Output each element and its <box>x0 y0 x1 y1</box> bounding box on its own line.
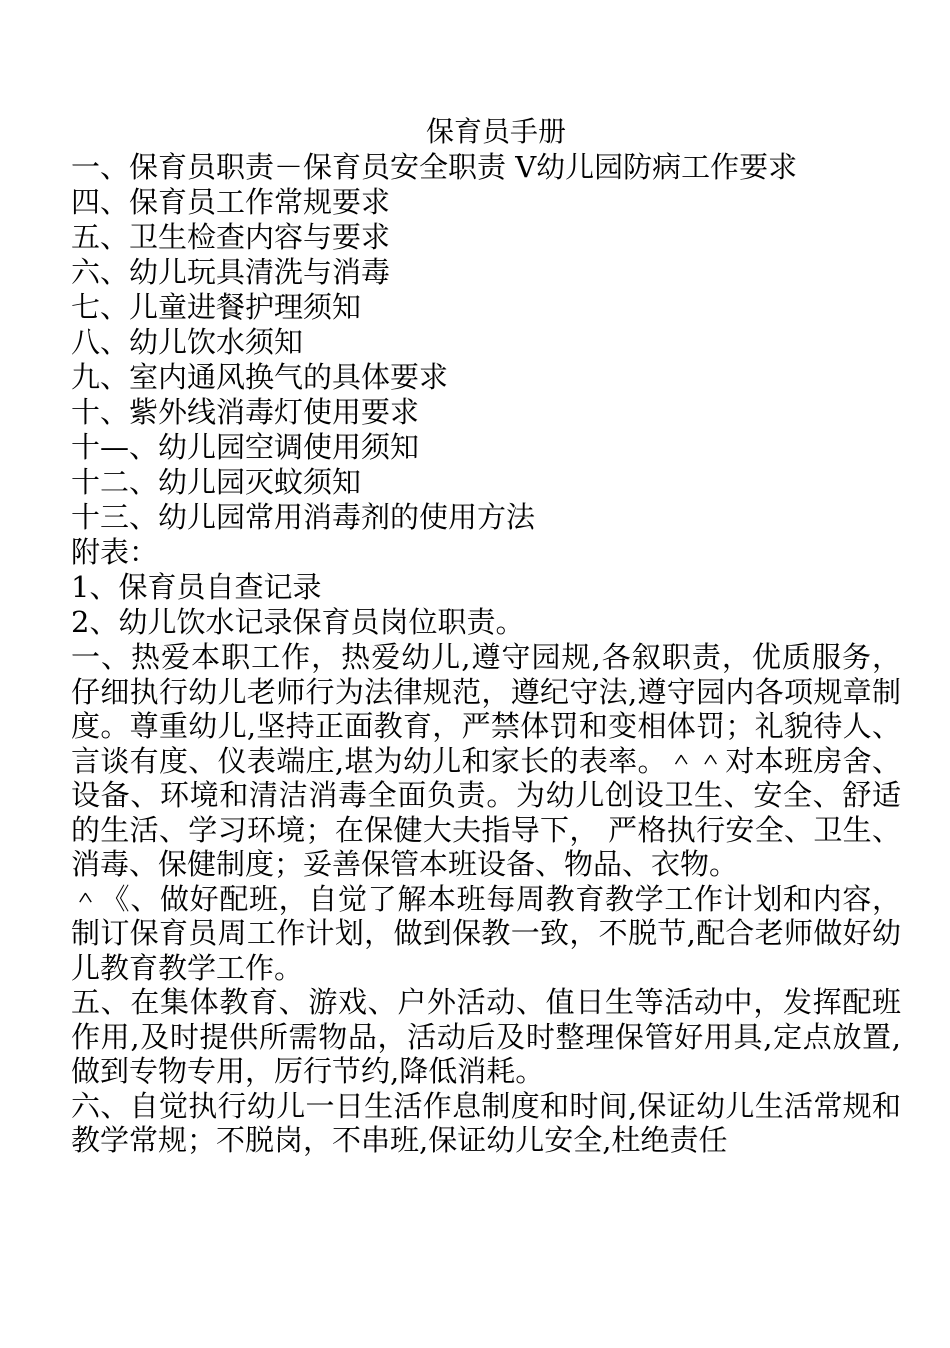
body-text <box>71 640 901 1158</box>
toc-item: 十二、幼儿园灭蚊须知 <box>71 465 362 499</box>
toc-item: 十—、幼儿园空调使用须知 <box>71 430 420 464</box>
paragraph: 五、在集体教育、游戏、户外活动、值日生等活动中，发挥配班作用,及时提供所需物品，活动后及时整理保管好用具,定点放置,做到专物专用，厉行节约,降低消耗。 <box>71 985 901 1088</box>
toc-item: 五、卫生检查内容与要求 <box>71 220 391 254</box>
appendix-label: 附表： <box>71 535 159 569</box>
toc-item: 四、保育员工作常规要求 <box>71 185 391 219</box>
toc-item: 九、室内通风换气的具体要求 <box>71 360 449 394</box>
appendix-section <box>71 535 901 640</box>
toc-item: 七、儿童进餐护理须知 <box>71 290 362 324</box>
paragraph: ＾《、做好配班，自觉了解本班每周教育教学工作计划和内容，制订保育员周工作计划，做到保教一致，不脱节,配合老师做好幼儿教育教学工作。 <box>71 881 901 985</box>
toc-item: 八、幼儿饮水须知 <box>71 325 304 359</box>
table-of-contents <box>71 150 901 535</box>
document-title: 保育员手册 <box>425 115 566 148</box>
document-page <box>71 114 901 1158</box>
toc-item: 十三、幼儿园常用消毒剂的使用方法 <box>71 500 536 534</box>
appendix-item: 2、幼儿饮水记录保育员岗位职责。 <box>71 605 525 639</box>
toc-item: 十、紫外线消毒灯使用要求 <box>71 395 420 429</box>
paragraph: 六、自觉执行幼儿一日生活作息制度和时间,保证幼儿生活常规和教学常规；不脱岗，不串班,保证幼儿安全,杜绝责任 <box>71 1088 901 1157</box>
appendix-item: 1、保育员自查记录 <box>71 570 322 604</box>
toc-item: 一、保育员职责－保育员安全职责 Ⅴ幼儿园防病工作要求 <box>71 150 798 184</box>
toc-item: 六、幼儿玩具清洗与消毒 <box>71 255 391 289</box>
paragraph: 一、热爱本职工作，热爱幼儿,遵守园规,各叙职责，优质服务，仔细执行幼儿老师行为法律规范，遵纪守法,遵守园内各项规章制度。尊重幼儿,坚持正面教育，严禁体罚和变相体罚；礼貌待人、言谈有度、仪表端庄,堪为幼儿和家长的表率。＾＾对本班房舍、设备、环境和清洁消毒全面负责。为幼儿创设卫生、安全、舒适的生活、学习环境；在保健大夫指导下， 严格执行安全、卫生、消毒、保健制度；妥善保管本班设备、物品、衣物。 <box>71 640 901 881</box>
